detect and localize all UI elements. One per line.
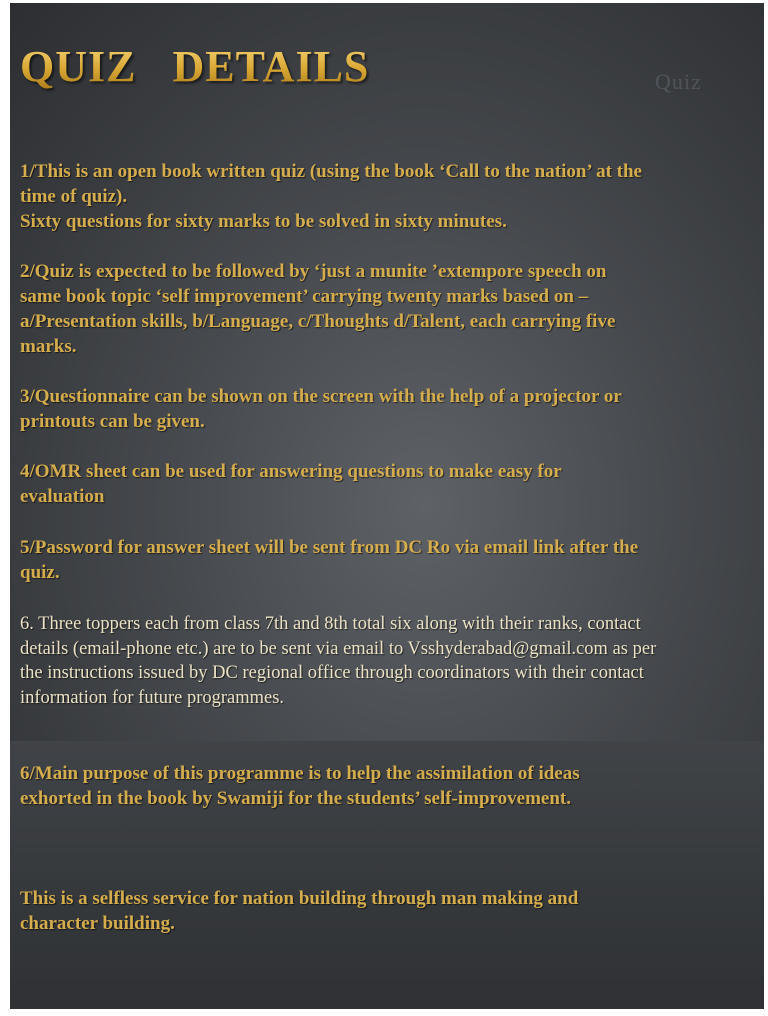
text-line: 1/This is an open book written quiz (using the book ‘Call to the nation’ at the [20,161,642,182]
text-line: This is a selfless service for nation building through man making and [20,888,579,909]
text-line: evaluation [20,486,105,507]
quiz-rule-2 [20,259,754,359]
page-title: QUIZ DETAILS [20,42,370,91]
text-line: the instructions issued by DC regional office through coordinators with their contact [20,663,644,683]
selfless-service-note [20,886,754,936]
quiz-rule-1 [20,159,754,234]
text-line: 3/Questionnaire can be shown on the screen with the help of a projector or [20,386,622,407]
text-line: 6/Main purpose of this programme is to help the assimilation of ideas [20,763,580,784]
quiz-rule-4 [20,459,754,509]
quiz-details-poster [10,3,764,1009]
quiz-rule-3 [20,384,754,434]
text-line: 6. Three toppers each from class 7th and 8th total six along with their ranks, contact [20,614,641,634]
text-line: time of quiz). [20,186,128,207]
text-line: a/Presentation skills, b/Language, c/Thoughts d/Talent, each carrying five [20,311,616,332]
text-line: 2/Quiz is expected to be followed by ‘just a munite ’extempore speech on [20,261,607,282]
text-line: information for future programmes. [20,687,285,708]
text-line: Sixty questions for sixty marks to be solved in sixty minutes. [20,211,507,232]
text-line: details (email-phone etc.) are to be sent via email to Vsshyderabad@gmail.com as per [20,638,657,659]
text-line: exhorted in the book by Swamiji for the students’ self-improvement. [20,788,571,809]
text-line: quiz. [20,562,60,583]
quiz-purpose [20,761,754,811]
text-line: marks. [20,336,77,357]
faint-watermark-text: Quiz [655,69,702,94]
text-line: 5/Password for answer sheet will be sent from DC Ro via email link after the [20,537,639,558]
quiz-rule-5 [20,535,754,585]
text-line: 4/OMR sheet can be used for answering questions to make easy for [20,461,562,482]
text-line: same book topic ‘self improvement’ carrying twenty marks based on – [20,286,589,307]
text-line: printouts can be given. [20,411,205,432]
quiz-rule-6-toppers [20,612,754,710]
text-line: character building. [20,913,175,934]
